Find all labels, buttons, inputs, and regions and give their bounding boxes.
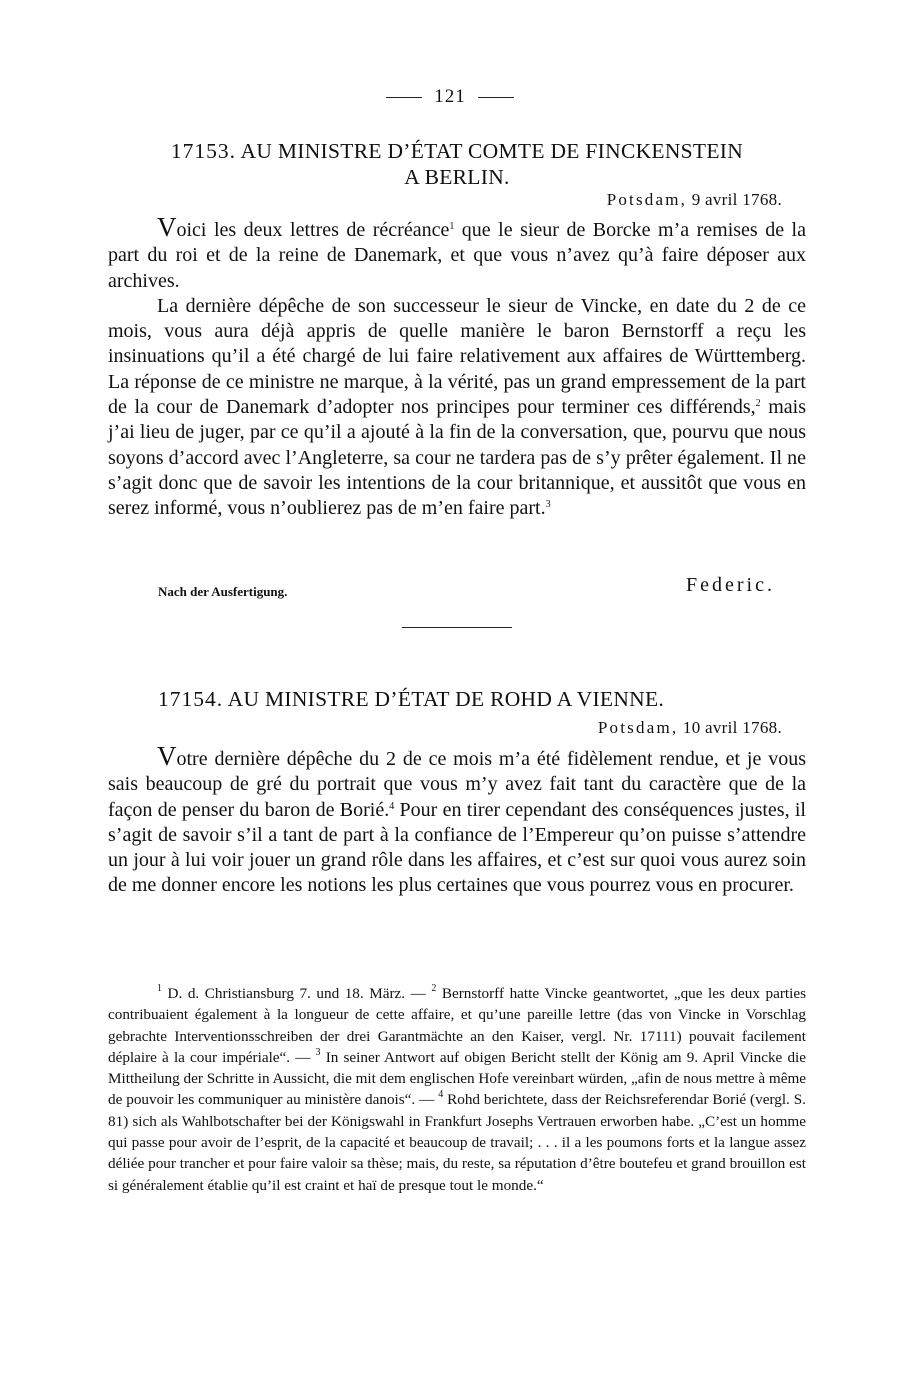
footnote-ref: 2 — [755, 398, 761, 410]
letter-body — [108, 214, 806, 522]
footnote-ref: 4 — [389, 800, 395, 812]
page-number-line — [0, 86, 900, 108]
place: Potsdam, — [597, 718, 679, 737]
letter-number: 17153. — [170, 139, 237, 163]
footnote-ref: 1 — [449, 221, 455, 232]
footnote-marker: 3 — [315, 1046, 321, 1058]
letter-heading-line — [108, 138, 806, 164]
place-date — [598, 718, 782, 738]
letter-recipient: AU MINISTRE D’ÉTAT DE ROHD A VIENNE. — [227, 687, 665, 711]
footnote-marker: 1 — [157, 983, 162, 994]
date: 9 avril 1768. — [691, 190, 782, 209]
signature: Federic. — [686, 574, 775, 596]
letter-recipient-city: A BERLIN. — [404, 165, 510, 189]
source-note: Nach der Ausfertigung. — [158, 584, 288, 599]
section-divider — [402, 627, 512, 628]
paragraph: La dernière dépêche de son successeur le sieur de Vincke, en date du 2 de ce mois, vous aura déjà appris de quelle manière le baron Bernstorff a reçu les insinuations qu’il a été chargé de lui faire relativement aux affaires de Württemberg. La réponse de ce ministre ne marque, à la vérité, pas un grand empressement de la part de la cour de Danemark d’adopter nos principes pour terminer ces différends,$^2$ mais j’ai lieu de juger, par ce qu’il a ajouté à la fin de la conversation, que, pourvu que nous soyons d’accord avec l’Angleterre, sa cour ne tardera pas de s’y prêter également. Il ne s’agit donc que de savoir les intentions de la cour britannique, et aussitôt que vous en serez informé, vous n’oublierez pas de m’en faire part.$^3$ — [108, 294, 806, 520]
letter-number: 17154. — [158, 687, 224, 711]
drop-cap: V — [157, 212, 177, 242]
letter-heading — [108, 686, 806, 712]
place-date — [607, 190, 782, 210]
rule-right — [478, 97, 514, 98]
rule-left — [386, 97, 422, 98]
footnote-marker: 2 — [431, 983, 437, 994]
letter-recipient: AU MINISTRE D’ÉTAT COMTE DE FINCKENSTEIN — [240, 139, 744, 163]
page-number: 121 — [434, 86, 466, 107]
footnote-marker: 4 — [438, 1089, 444, 1101]
drop-cap: V — [157, 741, 177, 771]
letter-body — [108, 743, 806, 899]
footnotes — [108, 983, 806, 1196]
letter-heading — [108, 138, 806, 190]
date: 10 avril 1768. — [682, 718, 782, 737]
place: Potsdam, — [606, 190, 688, 209]
paragraph: Votre dernière dépêche du 2 de ce mois m’a été fidèlement rendue, et je vous sais beaucoup de gré du portrait que vous m’y avez fait tant du caractère que de la façon de penser du baron de Borié.$^4$ Pour en tirer cependant des conséquences justes, il s’agit de savoir s’il a tant de part à la confiance de l’Empereur qu’on puisse s’attendre un jour à lui voir jouer un grand rôle dans les affaires, et c’est sur quoi vous aurez soin de me donner encore les notions les plus certaines que vous pourrez vous en procurer. — [108, 741, 806, 897]
footnote-text: $^1$ D. d. Christiansburg 7. und 18. März. — $^2$ Bernstorff hatte Vincke geantwortet, „que les deux parties contribuaient également à la longueur de cette affaire, et qu’une pareille lettre (das von Vincke in Vorschlag gebrachte Interventionsschreiben der drei Garantmächte an den Kaiser, vergl. Nr. 17111) pouvait facilement déplaire à la cour impériale“. — $^3$ In seiner Antwort auf obigen Bericht stellt der König am 9. April Vincke die Mittheilung der Schritte in Aussicht, die mit dem englischen Hofe vereinbart würden, „afin de nous mettre à même de pouvoir les communiquer au ministère danois“. — $^4$ Rohd berichtete, dass der Reichsreferendar Borié (vergl. S. 81) sich als Wahlbotschafter bei der Königswahl in Frankfurt Josephs Vertrauen erworben habe. „C’est un homme qui passe pour avoir de l’esprit, de la capacité et beaucoup de travail; . . . il a les poumons forts et la langue assez déliée pour trancher et pour faire valoir sa thèse; mais, du reste, sa réputation d’être boutefeu et grand brouillon est si généralement établie qu’il est craint et haï de presque tout le monde.“ — [108, 983, 807, 1194]
paragraph: Voici les deux lettres de récréance$^1$ que le sieur de Borcke m’a remises de la part du roi et de la reine de Danemark, et que vous n’avez qu’à faire déposer aux archives. — [108, 212, 806, 292]
footnote-ref: 3 — [545, 499, 551, 511]
